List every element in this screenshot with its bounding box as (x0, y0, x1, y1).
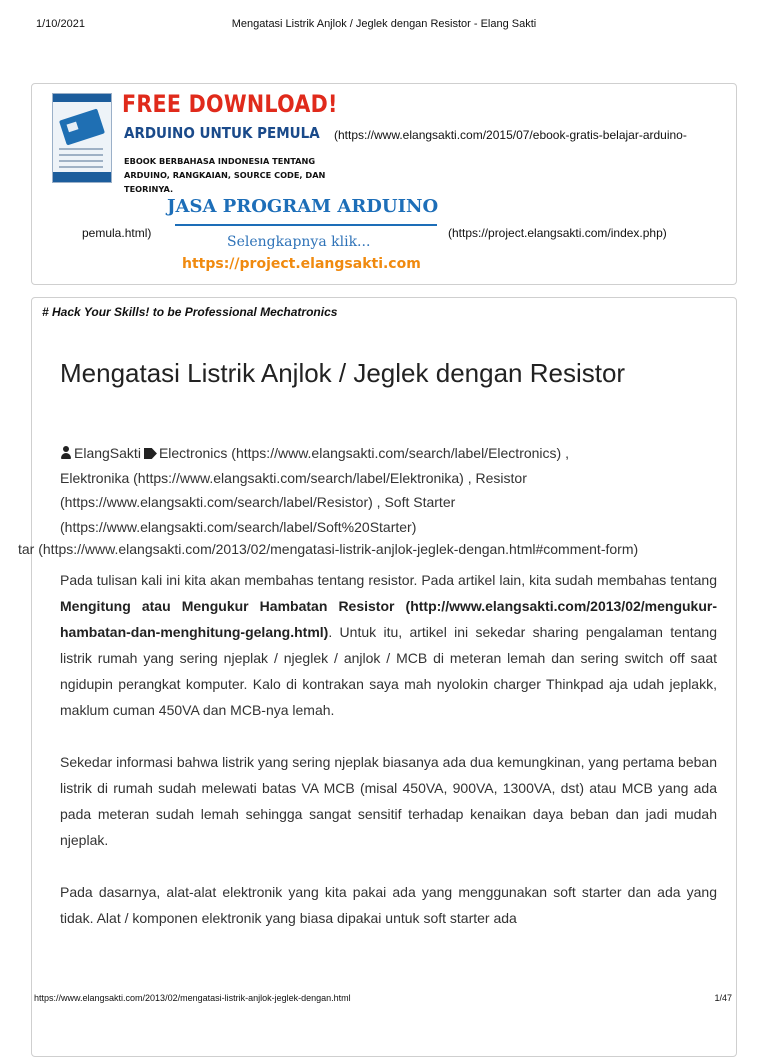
tag-icon (144, 448, 157, 459)
print-date: 1/10/2021 (36, 18, 85, 30)
post-meta (60, 441, 700, 539)
ebook-banner-box (31, 83, 737, 285)
paragraph-3: Pada dasarnya, alat-alat elektronik yang kita pakai ada yang menggunakan soft starter dan ada yang tidak. Alat / komponen elektronik yang biasa dipakai untuk soft starter ada (60, 884, 717, 926)
user-icon (60, 446, 72, 459)
print-page-title: Mengatasi Listrik Anjlok / Jeglek dengan Resistor - Elang Sakti (231, 18, 537, 30)
resistor-article-link[interactable]: Mengitung atau Mengukur Hambatan Resistor (http://www.elangsakti.com/2013/02/mengukur-hambatan-dan-menghitung-gelang.html) (60, 598, 717, 640)
paragraph-1-text-cont: . Untuk itu, artikel ini sekedar sharing pengalaman tentang listrik rumah yang sering njeplak / njeglek / anjlok / MCB di meteran lemah dan sering switch off saat ngidupin perangkat komputer. Kalo di kontrakan saya mah nyolokin charger Thinkpad aja udah jeplakk, maklum cuman 450VA dan MCB-nya lemah. (60, 624, 717, 718)
site-tagline: # Hack Your Skills! to be Professional Mechatronics (42, 305, 338, 319)
free-download-heading[interactable]: FREE DOWNLOAD! (122, 90, 338, 118)
selengkapnya-link[interactable]: Selengkapnya klik... (227, 234, 371, 250)
divider (175, 224, 437, 226)
post-body (60, 567, 717, 957)
jasa-program-heading[interactable]: JASA PROGRAM ARDUINO (167, 196, 439, 217)
labels-line-1[interactable]: Electronics (https://www.elangsakti.com/search/label/Electronics) , (158, 445, 569, 461)
ebook-description: EBOOK BERBAHASA INDONESIA TENTANG ARDUINO, RANGKAIAN, SOURCE CODE, DAN TEORINYA. (124, 156, 326, 194)
ebook-title[interactable]: ARDUINO UNTUK PEMULA (124, 124, 320, 142)
labels-line-4[interactable]: (https://www.elangsakti.com/search/label/Soft%20Starter) (60, 518, 417, 535)
project-site-link[interactable]: https://project.elangsakti.com (182, 256, 421, 272)
labels-line-3[interactable]: (https://www.elangsakti.com/search/label/Resistor) , Soft Starter (60, 494, 456, 510)
labels-line-2[interactable]: Elektronika (https://www.elangsakti.com/search/label/Elektronika) , Resistor (60, 469, 527, 486)
author-name[interactable]: ElangSakti (74, 445, 141, 461)
ebook-link-url[interactable]: (https://www.elangsakti.com/2015/07/ebook-gratis-belajar-arduino- (334, 128, 687, 142)
paragraph-1-text: Pada tulisan kali ini kita akan membahas tentang resistor. Pada artikel lain, kita sudah membahas tentang (60, 572, 717, 588)
paragraph-2: Sekedar informasi bahwa listrik yang sering njeplak biasanya ada dua kemungkinan, yang pertama beban listrik di rumah sudah melewati batas VA MCB (misal 450VA, 900VA, 1300VA, dst) atau MCB yang ada pada meteran sudah lemah sehingga sangat sensitif terhadap kenaikan daya beban dan jadi mudah njeplak. (60, 754, 717, 848)
project-link-url[interactable]: (https://project.elangsakti.com/index.php) (448, 226, 667, 240)
post-title: Mengatasi Listrik Anjlok / Jeglek dengan Resistor (60, 358, 626, 388)
print-footer-url: https://www.elangsakti.com/2013/02/mengatasi-listrik-anjlok-jeglek-dengan.html (34, 993, 351, 1003)
ebook-link-url-continued[interactable]: pemula.html) (82, 226, 152, 240)
arduino-board-icon (59, 108, 105, 145)
comment-form-link[interactable]: tar (https://www.elangsakti.com/2013/02/mengatasi-listrik-anjlok-jeglek-dengan.html#comment-form) (18, 541, 639, 557)
ebook-cover-image[interactable] (52, 93, 112, 183)
paragraph-1 (60, 567, 717, 723)
page-number: 1/47 (714, 993, 732, 1003)
